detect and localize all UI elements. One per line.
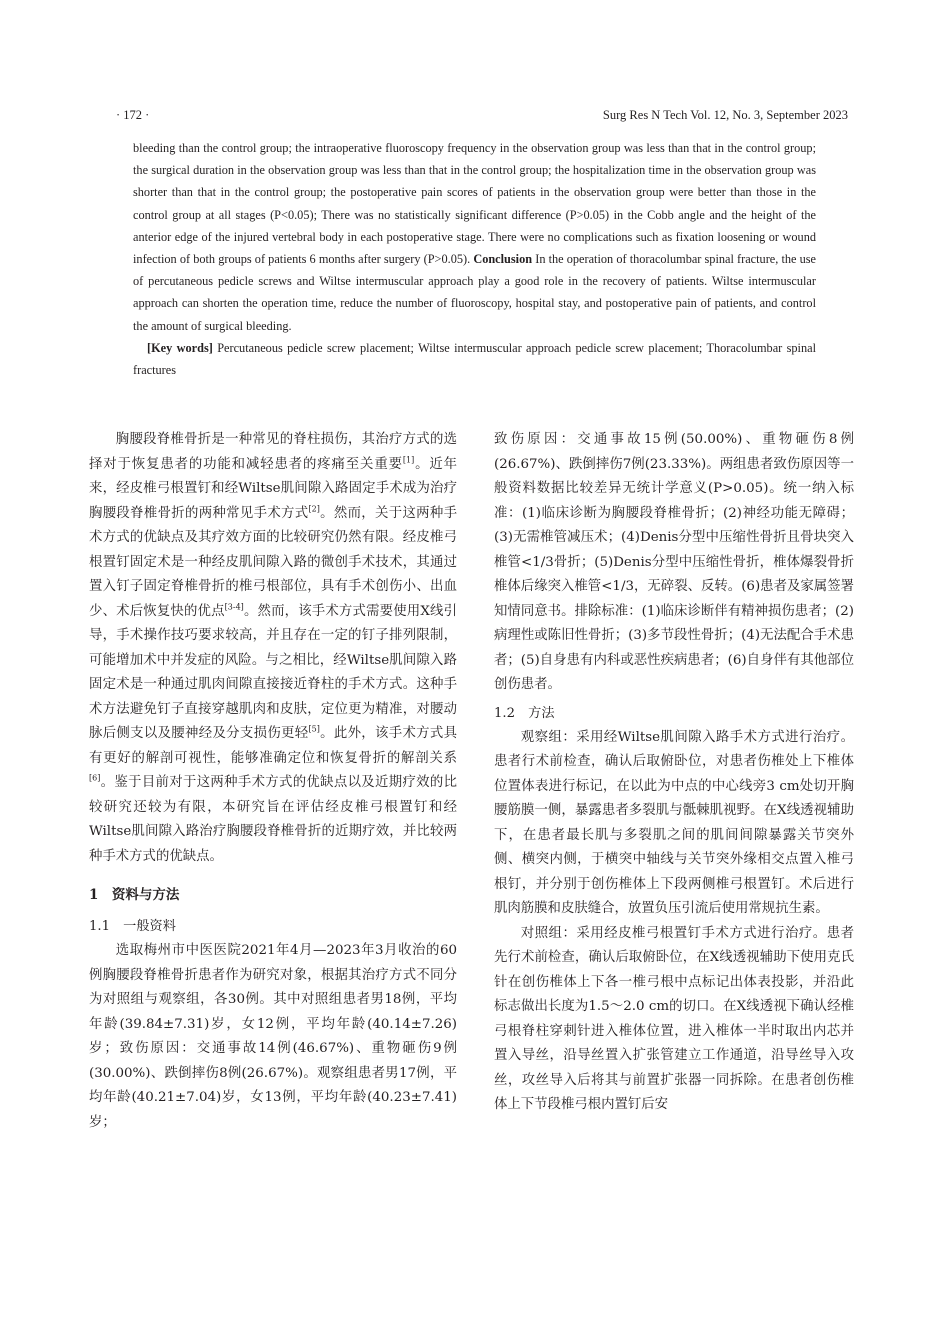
citation-2: [2] — [308, 504, 320, 514]
keywords-label: [Key words] — [147, 340, 213, 355]
intro-text-c: 。然而，关于这两种手术方式的优缺点及其疗效方面的比较研究仍然有限。经皮椎弓根置钉固定术是一种经皮肌间隙入路的微创手术技术，其通过置入钉子固定脊椎骨折的椎弓根部位，具有手术创伤小、出血少、术后恢复快的优点 — [89, 505, 458, 619]
abstract-results-text: bleeding than the control group; the intraoperative fluoroscopy frequency in the observation group was less than that in the control group; the surgical duration in the observation group was less than that in the control group; the hospitalization time in the observation group was shorter than that in the control group; the postoperative pain scores of patients in the observation group were better than those in the control group at all stages (P<0.05); There was no statistically significant difference (P>0.05) in the Cobb angle and the height of the anterior edge of the injured vertebral body in each postoperative stage. There were no complications such as fixation loosening or wound infection of both groups of patients 6 months after surgery (P>0.05). — [133, 141, 816, 267]
control-group-paragraph: 对照组：采用经皮椎弓根置钉手术方式进行治疗。患者先行术前检查，确认后取俯卧位，在X线透视辅助下使用克氏针在创伤椎体上下各一椎弓根中点标记出体表投影，并沿此标志做出长度为1.5～2.0 cm的切口。在X线透视下确认经椎弓根脊柱穿刺针进入椎体位置，进入椎体一半时取出内芯并置入导丝，沿导丝置入扩张管建立工作通道，沿导丝导入攻丝，攻丝导入后将其与前置扩张器一同拆除。在患者创伤椎体上下节段椎弓根内置钉后安 — [494, 925, 854, 1112]
general-data-paragraph: 选取梅州市中医医院2021年4月—2023年3月收治的60例胸腰段脊椎骨折患者作为研究对象，根据其治疗方式不同分为对照组与观察组，各30例。其中对照组患者男18例，平均年龄(39.84±7.31)岁，女12例，平均年龄(40.14±7.26)岁；致伤原因：交通事故14例(46.67%)、重物砸伤9例(30.00%)、跌倒摔伤8例(26.67%)。观察组患者男17例，平均年龄(40.21±7.04)岁，女13例，平均年龄(40.23±7.41)岁； — [89, 943, 457, 1130]
keywords-text: Percutaneous pedicle screw placement; Wiltse intermuscular approach pedicle screw placement; Thoracolumbar spinal fractures — [133, 340, 816, 378]
citation-1: [1] — [402, 455, 415, 465]
right-column — [494, 428, 854, 1118]
intro-text-d: 。然而，该手术方式需要使用X线引导，手术操作技巧要求较高，并且存在一定的钉子排列限制，可能增加术中并发症的风险。与之相比，经Wiltse肌间隙入路固定术是一种通过肌肉间隙直接接近脊柱的手术方式。这种手术方法避免钉子直接穿越肌肉和皮肤，定位更为精准，对腰动脉后侧支以及腰神经及分支损伤更轻 — [89, 603, 457, 741]
abstract-conclusion-text: In the operation of thoracolumbar spinal fracture, the use of percutaneous pedicle screws and Wiltse intermuscular approach play a good role in the recovery of patients. Wiltse intermuscular approach can shorten the operation time, reduce the number of fluoroscopy, hospital stay, and postoperative pain of patients, and control the amount of surgical bleeding. — [133, 252, 816, 333]
intro-text-a: 胸腰段脊椎骨折是一种常见的脊柱损伤，其治疗方式的选择对于恢复患者的功能和减轻患者的疼痛至关重要 — [89, 432, 457, 472]
section-heading-methods: 1 资料与方法 — [89, 887, 180, 903]
subsection-heading-methods: 1.2 方法 — [494, 705, 555, 721]
page-number: · 172 · — [116, 108, 150, 122]
citation-3-4: [3-4] — [224, 602, 244, 612]
keywords-paragraph — [133, 337, 816, 381]
intro-paragraph — [89, 428, 457, 869]
journal-header: Surg Res N Tech Vol. 12, No. 3, September 2023 — [602, 108, 848, 122]
intro-text-f: 。鉴于目前对于这两种手术方式的优缺点以及近期疗效的比较研究还较为有限，本研究旨在评估经皮椎弓根置钉和经Wiltse肌间隙入路治疗胸腰段脊椎骨折的近期疗效，并比较两种手术方式的优缺点。 — [89, 775, 457, 864]
citation-6: [6] — [89, 773, 101, 783]
intro-text-e: 。此外，该手术方式具有更好的解剖可视性，能够准确定位和恢复骨折的解剖关系 — [89, 726, 458, 766]
abstract-paragraph — [133, 137, 816, 337]
subsection-heading-general: 1.1 一般资料 — [89, 919, 176, 934]
left-column — [89, 428, 457, 1135]
intro-text-b: 。近年来，经皮椎弓根置钉和经Wiltse肌间隙入路固定手术成为治疗胸腰段脊椎骨折的两种常见手术方式 — [89, 456, 458, 521]
english-abstract — [133, 137, 816, 381]
conclusion-label: Conclusion — [473, 252, 533, 267]
citation-5: [5] — [308, 724, 320, 734]
general-data-continued: 致伤原因：交通事故15例(50.00%)、重物砸伤8例(26.67%)、跌倒摔伤7例(23.33%)。两组患者致伤原因等一般资料数据比较差异无统计学意义(P>0.05)。统一纳入标准：(1)临床诊断为胸腰段脊椎骨折；(2)神经功能无障碍；(3)无需椎管减压术；(4)Denis分型中压缩性骨折且骨块突入椎管<1/3骨折；(5)Denis分型中压缩性骨折，椎体爆裂骨折椎体后缘突入椎管<1/3，无碎裂、反转。(6)患者及家属签署知情同意书。排除标准：(1)临床诊断伴有精神损伤患者；(2)病理性或陈旧性骨折；(3)多节段性骨折；(4)无法配合手术患者；(5)自身患有内科或恶性疾病患者；(6)自身伴有其他部位创伤患者。 — [494, 432, 854, 692]
observation-group-paragraph: 观察组：采用经Wiltse肌间隙入路手术方式进行治疗。患者行术前检查，确认后取俯卧位，对患者伤椎处上下椎体位置体表进行标记，在以此为中点的中心线旁3 cm处切开胸腰筋膜一侧，暴露患者多裂肌与骶棘肌视野。在X线透视辅助下，在患者最长肌与多裂肌之间的肌间间隙暴露关节突外侧、横突内侧，于横突中轴线与关节突外缘相交点置入椎弓根钉，并分别于创伤椎体上下段两侧椎弓根置钉。术后进行肌肉筋膜和皮肤缝合，放置负压引流后使用常规抗生素。 — [494, 729, 854, 916]
